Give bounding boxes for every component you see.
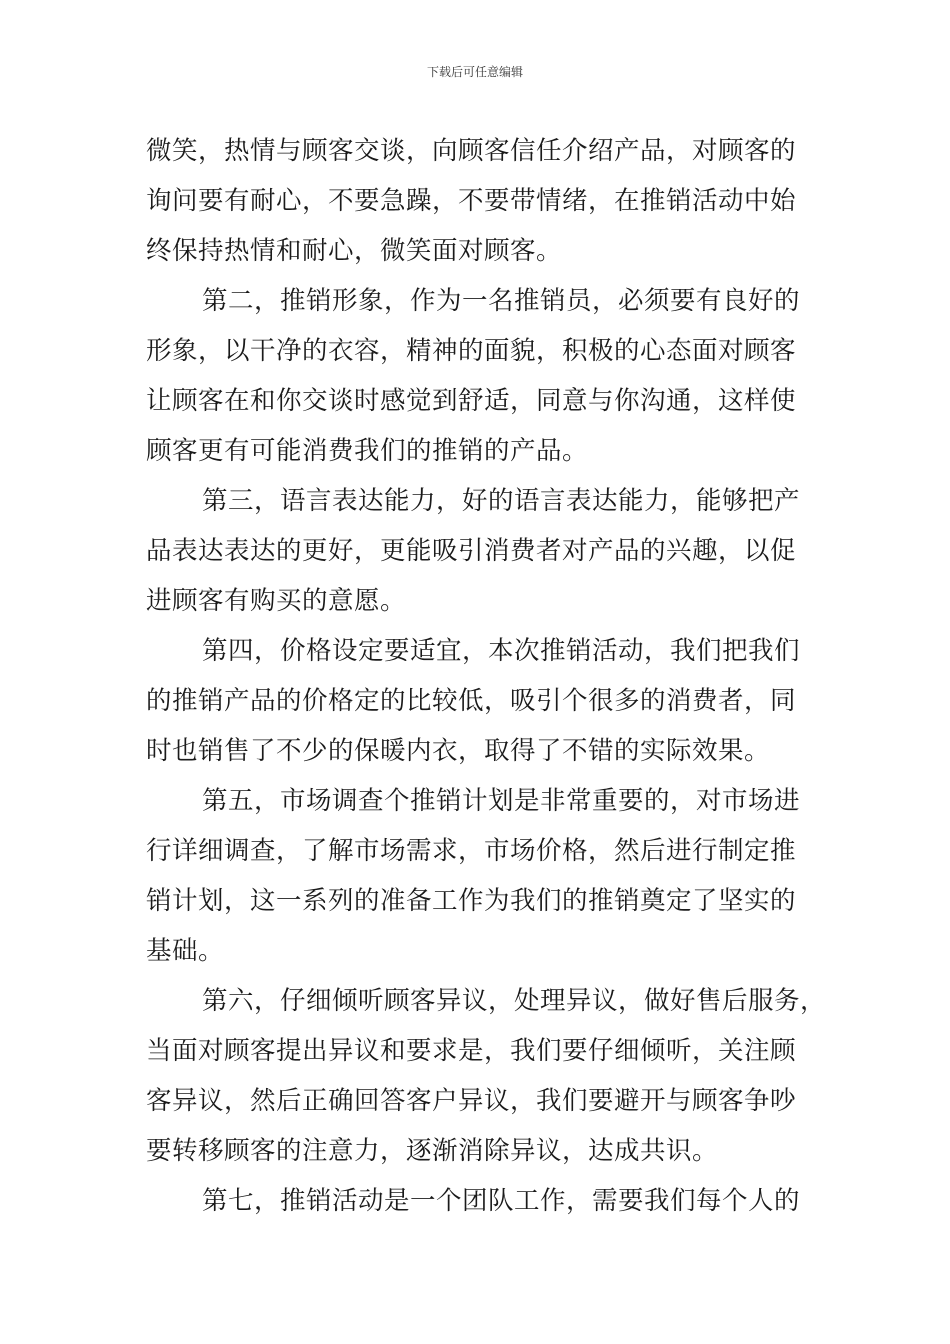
text-line: 行详细调查，了解市场需求，市场价格，然后进行制定推 [146, 836, 797, 866]
paragraph-first-line: 第四，价格设定要适宜，本次推销活动，我们把我们 [202, 636, 801, 666]
text-line: 品表达表达的更好，更能吸引消费者对产品的兴趣，以促 [146, 536, 797, 566]
text-line: 客异议，然后正确回答客户异议，我们要避开与顾客争吵 [146, 1086, 797, 1116]
text-line: 要转移顾客的注意力，逐渐消除异议，达成共识。 [146, 1136, 719, 1166]
text-line: 微笑，热情与顾客交谈，向顾客信任介绍产品，对顾客的 [146, 136, 797, 166]
text-line: 当面对顾客提出异议和要求是，我们要仔细倾听，关注顾 [146, 1036, 797, 1066]
text-line: 终保持热情和耐心，微笑面对顾客。 [146, 236, 563, 266]
document-body [146, 126, 827, 1226]
text-line: 的推销产品的价格定的比较低，吸引个很多的消费者，同 [146, 686, 797, 716]
paragraph-first-line: 第六，仔细倾听顾客异议，处理异议，做好售后服务， [202, 986, 827, 1016]
text-line: 让顾客在和你交谈时感觉到舒适，同意与你沟通，这样使 [146, 386, 797, 416]
text-line: 形象，以干净的衣容，精神的面貌，积极的心态面对顾客 [146, 336, 797, 366]
paragraph-first-line: 第二，推销形象，作为一名推销员，必须要有良好的 [202, 286, 801, 316]
text-line: 销计划，这一系列的准备工作为我们的推销奠定了坚实的 [146, 886, 797, 916]
paragraph-first-line: 第三，语言表达能力，好的语言表达能力，能够把产 [202, 486, 801, 516]
text-line: 顾客更有可能消费我们的推销的产品。 [146, 436, 589, 466]
text-line: 时也销售了不少的保暖内衣，取得了不错的实际效果。 [146, 736, 771, 766]
text-line: 基础。 [146, 936, 225, 966]
text-line: 进顾客有购买的意愿。 [146, 586, 407, 616]
paragraph-first-line: 第五，市场调查个推销计划是非常重要的，对市场进 [202, 786, 801, 816]
page-header: 下载后可任意编辑 [426, 65, 523, 79]
text-line: 询问要有耐心，不要急躁，不要带情绪，在推销活动中始 [146, 186, 797, 216]
paragraph-first-line: 第七，推销活动是一个团队工作，需要我们每个人的 [202, 1186, 801, 1216]
